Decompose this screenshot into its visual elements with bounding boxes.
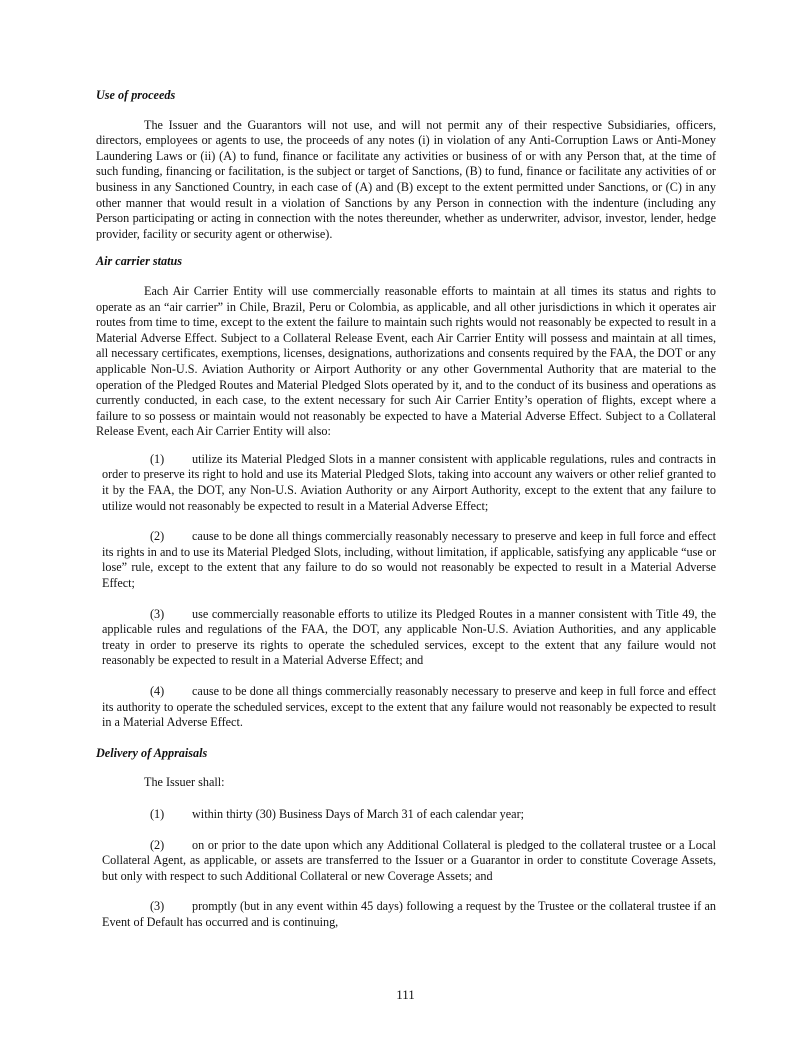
list-item-air-carrier-3: [102, 607, 716, 669]
section-heading-air-carrier-status: Air carrier status: [96, 254, 183, 269]
paragraph-air-carrier-status: Each Air Carrier Entity will use commercially reasonable efforts to maintain at all times its status and rights to operate as an “air carrier” in Chile, Brazil, Peru or Colombia, as applicable, and all other jurisdictions in which it operates air routes from time to time, except to the extent the failure to maintain such rights would not reasonably be expected to result in a Material Adverse Effect. Subject to a Collateral Release Event, each Air Carrier Entity will possess and maintain at all times, all necessary certificates, exemptions, licenses, designations, authorizations and consents required by the FAA, the DOT or any applicable Non-U.S. Aviation Authority or Airport Authority or any other Governmental Authority that are material to the operation of the Pledged Routes and Material Pledged Slots operated by it, and to the conduct of its business and operations as currently conducted, in each case, to the extent necessary for such Air Carrier Entity’s operation of flights, except where a failure to so possess or maintain would not reasonably be expected to have a Material Adverse Effect. Subject to a Collateral Release Event, each Air Carrier Entity will also:: [96, 283, 716, 439]
list-item-text: promptly (but in any event within 45 days) following a request by the Trustee or the collateral trustee if an Event of Default has occurred and is continuing,: [102, 899, 716, 929]
section-heading-use-of-proceeds: Use of proceeds: [96, 88, 176, 102]
paragraph-use-of-proceeds: The Issuer and the Guarantors will not use, and will not permit any of their respective Subsidiaries, officers, directors, employees or agents to use, the proceeds of any notes (i) in violation of any Anti-Corruption Laws or Anti-Money Laundering Laws or (ii) (A) to fund, finance or facilitate any activities or business of or with any Person that, at the time of such funding, financing or facilitation, is the subject or target of Sanctions, (B) to fund, finance or facilitate any activities of or business in any Sanctioned Country, in each case of (A) and (B) except to the extent permitted under Sanctions, or (C) in any other manner that would result in a violation of Sanctions by any Person in connection with the indenture (including any Person participating or acting in connection with the notes thereunder, whether as underwriter, advisor, investor, lender, hedge provider, facility or security agent or otherwise).: [96, 117, 716, 241]
list-item-text: use commercially reasonable efforts to utilize its Pledged Routes in a manner consistent with Title 49, the applicable rules and regulations of the FAA, the DOT, any applicable Non-U.S. Aviation Authorities, and any applicable treaty in order to preserve its rights to operate the scheduled services, except to the extent that any failure would not reasonably be expected to result in a Material Adverse Effect; and: [102, 606, 716, 668]
list-item-text: on or prior to the date upon which any Additional Collateral is pledged to the collateral trustee or a Local Collateral Agent, as applicable, or assets are transferred to the Issuer or a Guarantor in order to constitute Coverage Assets, but only with respect to such Additional Collateral or new Coverage Assets; and: [102, 837, 716, 883]
list-item-number: (1): [150, 451, 165, 466]
list-item-air-carrier-2: [102, 529, 716, 591]
list-item-air-carrier-4: [102, 684, 716, 731]
list-item-number: (1): [150, 806, 165, 821]
list-item-air-carrier-1: [102, 452, 716, 514]
list-item-appraisal-3: [102, 899, 716, 930]
list-item-number: (2): [150, 529, 165, 544]
list-item-appraisal-1: [102, 807, 716, 823]
paragraph-delivery-intro: The Issuer shall:: [144, 775, 225, 790]
list-item-number: (3): [150, 606, 165, 621]
list-item-text: within thirty (30) Business Days of March 31 of each calendar year;: [192, 806, 525, 821]
list-item-text: cause to be done all things commercially reasonably necessary to preserve and keep in full force and effect its authority to operate the scheduled services, except to the extent that any failure would not reasonably be expected to result in a Material Adverse Effect.: [102, 684, 716, 730]
page-number: 111: [396, 987, 415, 1002]
list-item-number: (4): [150, 684, 165, 698]
list-item-appraisal-2: [102, 838, 716, 885]
list-item-number: (3): [150, 899, 165, 914]
list-item-text: utilize its Material Pledged Slots in a manner consistent with applicable regulations, rules and contracts in order to preserve its right to hold and use its Material Pledged Slots, taking into account any waivers or other relief granted to it by the FAA, the DOT, any Non-U.S. Aviation Authority or any Airport Authority, except to the extent that any failure to utilize would not reasonably be expected to result in a Material Adverse Effect;: [102, 451, 716, 513]
document-page: [96, 88, 716, 946]
section-heading-delivery-of-appraisals: Delivery of Appraisals: [96, 745, 208, 760]
list-item-text: cause to be done all things commercially reasonably necessary to preserve and keep in full force and effect its rights in and to use its Material Pledged Slots, including, without limitation, if applicable, satisfying any applicable “use or lose” rule, except to the extent that any failure to do so would not reasonably be expected to result in a Material Adverse Effect;: [102, 529, 716, 591]
list-item-number: (2): [150, 837, 165, 852]
